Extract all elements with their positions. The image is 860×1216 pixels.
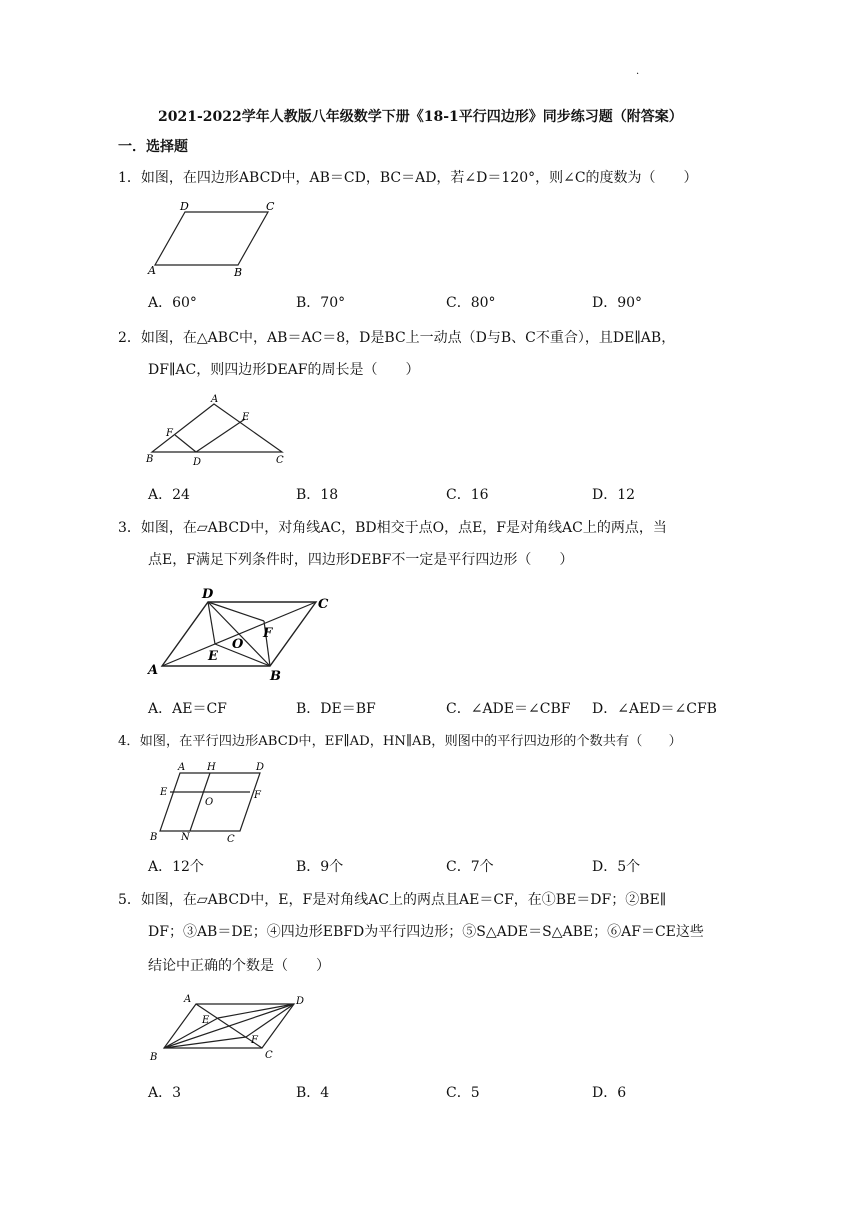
- figure-5-label-b: B: [150, 1052, 158, 1063]
- question-5-option-b[interactable]: B．4: [296, 1085, 330, 1101]
- figure-3-label-d: D: [202, 587, 214, 602]
- figure-5-label-e: E: [202, 1015, 210, 1026]
- question-5-option-d[interactable]: D．6: [592, 1085, 627, 1101]
- question-3-option-a[interactable]: A．AE＝CF: [148, 701, 227, 717]
- figure-4-label-h: H: [207, 762, 216, 773]
- figure-4-label-e: E: [160, 787, 168, 798]
- question-3-option-b[interactable]: B．DE＝BF: [296, 701, 376, 717]
- question-5-text-line1: 5．如图，在▱ABCD中，E，F是对角线AC上的两点且AE＝CF，在①BE＝DF；②BE∥: [118, 892, 667, 908]
- question-2-text-line1: 2．如图，在△ABC中，AB＝AC＝8，D是BC上一动点（D与B、C不重合），且DE∥AB，: [118, 330, 676, 346]
- question-4-option-c[interactable]: C．7个: [446, 859, 494, 875]
- question-5-text-line2: DF；③AB＝DE；④四边形EBFD为平行四边形；⑤S△ADE＝S△ABE；⑥AF＝CE这些: [148, 924, 704, 940]
- figure-3-label-b: B: [270, 669, 281, 684]
- figure-4-label-c: C: [227, 834, 235, 845]
- question-1-figure: [140, 198, 290, 278]
- question-3-option-c[interactable]: C．∠ADE＝∠CBF: [446, 701, 571, 717]
- question-5-option-c[interactable]: C．5: [446, 1085, 480, 1101]
- figure-5-label-f: F: [251, 1035, 258, 1046]
- figure-5-label-d: D: [296, 996, 305, 1007]
- question-2-option-d[interactable]: D．12: [592, 487, 636, 503]
- question-4-option-a[interactable]: A．12个: [148, 859, 204, 875]
- figure-2-label-a: A: [211, 394, 219, 405]
- figure-5-label-c: C: [265, 1050, 273, 1061]
- question-3-text-line2: 点E，F满足下列条件时，四边形DEBF不一定是平行四边形（ ）: [148, 552, 574, 568]
- figure-4-label-f: F: [254, 790, 261, 801]
- figure-4-label-b: B: [150, 832, 158, 843]
- page-title: 2021-2022学年人教版八年级数学下册《18-1平行四边形》同步练习题（附答案）: [158, 109, 683, 125]
- figure-4-label-d: D: [256, 762, 265, 773]
- question-3-text-line1: 3．如图，在▱ABCD中，对角线AC，BD相交于点O，点E，F是对角线AC上的两点，当: [118, 520, 667, 536]
- question-2-option-b[interactable]: B．18: [296, 487, 339, 503]
- figure-2-label-f: F: [166, 428, 173, 439]
- figure-3-label-c: C: [318, 597, 329, 612]
- question-4-figure: [140, 760, 280, 848]
- figure-2-label-d: D: [193, 457, 202, 468]
- question-5-option-a[interactable]: A．3: [148, 1085, 182, 1101]
- question-5-text-line3: 结论中正确的个数是（ ）: [148, 958, 330, 974]
- question-2-figure: [140, 390, 300, 470]
- figure-1-label-c: C: [266, 200, 275, 213]
- question-1-option-d[interactable]: D．90°: [592, 295, 643, 311]
- question-3-figure: [140, 582, 340, 686]
- figure-2-label-b: B: [146, 454, 154, 465]
- figure-3-label-f: F: [263, 626, 273, 641]
- question-4-option-d[interactable]: D．5个: [592, 859, 641, 875]
- figure-3-label-o: O: [232, 637, 244, 652]
- figure-1-label-d: D: [180, 200, 189, 213]
- figure-1-label-a: A: [148, 264, 156, 277]
- figure-4-label-a: A: [178, 762, 186, 773]
- question-1-text: 1．如图，在四边形ABCD中，AB＝CD，BC＝AD，若∠D＝120°，则∠C的度数为（ ）: [118, 170, 698, 186]
- question-1-option-a[interactable]: A．60°: [148, 295, 197, 311]
- figure-1-label-b: B: [234, 266, 243, 278]
- question-4-text: 4．如图，在平行四边形ABCD中，EF∥AD，HN∥AB，则图中的平行四边形的个数共有（ ）: [118, 734, 682, 749]
- question-5-figure: [140, 990, 320, 1066]
- page-mark: .: [636, 66, 640, 77]
- question-4-option-b[interactable]: B．9个: [296, 859, 344, 875]
- figure-4-label-o: O: [205, 797, 214, 808]
- figure-3-label-a: A: [148, 663, 159, 678]
- section-heading: 一．选择题: [118, 139, 188, 155]
- figure-4-label-n: N: [181, 832, 190, 843]
- figure-2-label-e: E: [242, 412, 250, 423]
- question-1-option-c[interactable]: C．80°: [446, 295, 496, 311]
- question-3-option-d[interactable]: D．∠AED＝∠CFB: [592, 701, 717, 717]
- figure-2-label-c: C: [276, 455, 284, 466]
- question-2-option-a[interactable]: A．24: [148, 487, 190, 503]
- question-2-option-c[interactable]: C．16: [446, 487, 489, 503]
- question-1-option-b[interactable]: B．70°: [296, 295, 346, 311]
- figure-5-label-a: A: [184, 994, 192, 1005]
- figure-3-label-e: E: [208, 649, 218, 664]
- question-2-text-line2: DF∥AC，则四边形DEAF的周长是（ ）: [148, 362, 420, 378]
